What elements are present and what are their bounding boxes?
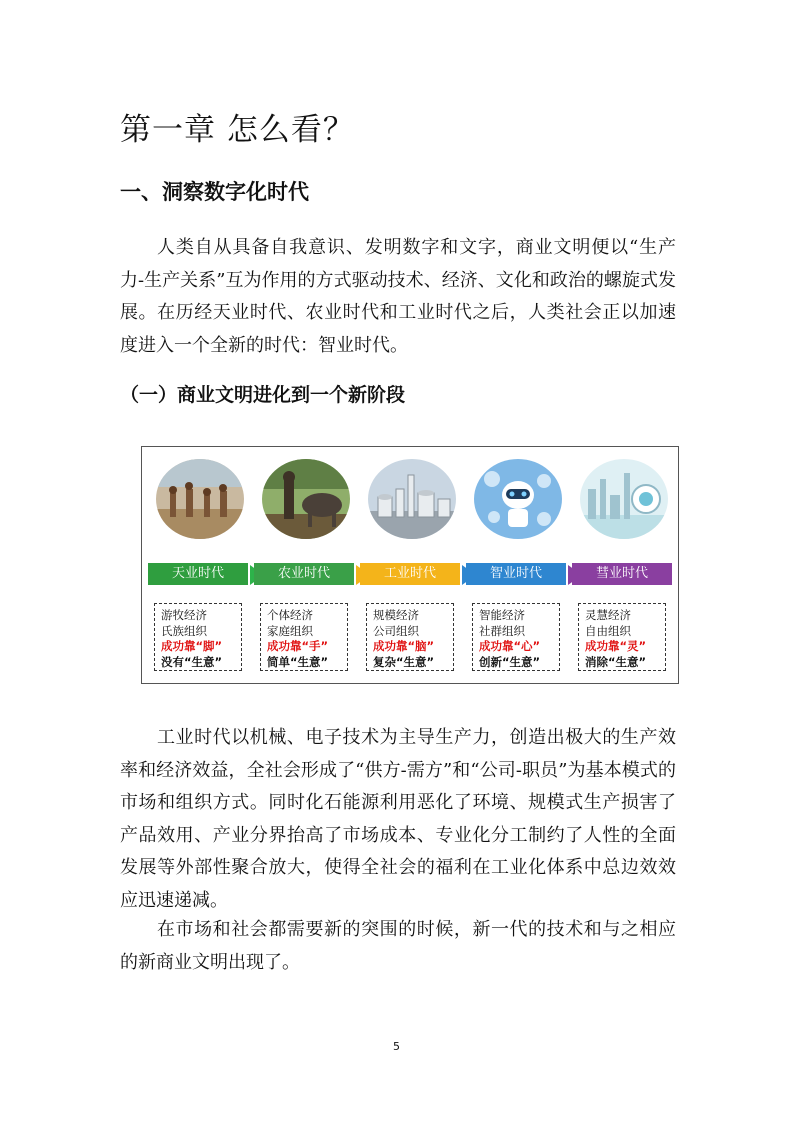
success-factor: 成功靠“脚”: [161, 639, 223, 653]
era-column-zhiye: [466, 447, 566, 685]
success-factor: 成功靠“脑”: [373, 639, 435, 653]
era-description-box: [366, 603, 454, 671]
economy-type: 智能经济: [479, 608, 525, 622]
era-column-huiye: [572, 447, 672, 685]
organization-type: 自由组织: [585, 623, 631, 638]
era-column-gongye: [360, 447, 460, 685]
farming-ox-image: [262, 459, 350, 539]
section-heading: 一、洞察数字化时代: [120, 180, 309, 204]
era-description-box: [154, 603, 242, 671]
organization-type: 氏族组织: [161, 623, 207, 638]
era-description-box: [472, 603, 560, 671]
economy-type: 个体经济: [267, 608, 313, 622]
organization-type: 社群组织: [479, 623, 525, 638]
economy-type: 游牧经济: [161, 608, 207, 622]
success-factor: 成功靠“灵”: [585, 639, 647, 653]
eras-figure: [141, 446, 679, 684]
era-label: 智业时代: [466, 563, 566, 585]
era-label: 彗业时代: [572, 563, 672, 585]
chapter-title: 第一章 怎么看？: [120, 112, 355, 148]
page-number: 5: [393, 1040, 400, 1053]
era-column-nongye: [254, 447, 354, 685]
business-mode: 消除“生意”: [585, 654, 647, 669]
economy-type: 灵慧经济: [585, 608, 631, 622]
new-civilization-paragraph: 在市场和社会都需要新的突围的时候，新一代的技术和与之相应的新商业文明出现了。: [120, 919, 676, 973]
success-factor: 成功靠“心”: [479, 639, 541, 653]
business-mode: 创新“生意”: [479, 654, 541, 669]
business-mode: 没有“生意”: [161, 654, 223, 669]
era-label: 天业时代: [148, 563, 248, 585]
economy-type: 规模经济: [373, 608, 419, 622]
era-description-box: [260, 603, 348, 671]
era-label: 工业时代: [360, 563, 460, 585]
organization-type: 家庭组织: [267, 623, 313, 638]
success-factor: 成功靠“手”: [267, 639, 329, 653]
era-column-tianye: [148, 447, 248, 685]
business-mode: 简单“生意”: [267, 654, 329, 669]
industrial-era-paragraph: 工业时代以机械、电子技术为主导生产力，创造出极大的生产效率和经济效益，全社会形成了“供方-需方”和“公司-职员”为基本模式的市场和组织方式。同时化石能源利用恶化了环境、规模式生产损害了产品效用、产业分界抬高了市场成本、专业化分工制约了人性的全面发展等外部性聚合放大，使得全社会的福利在工业化体系中总边效效应迅速递减。: [120, 727, 676, 911]
era-description-box: [578, 603, 666, 671]
subsection-heading: （一）商业文明进化到一个新阶段: [120, 384, 406, 406]
era-label: 农业时代: [254, 563, 354, 585]
robot-tech-image: [474, 459, 562, 539]
organization-type: 公司组织: [373, 623, 419, 638]
intro-paragraph: 人类自从具备自我意识、发明数字和文字，商业文明便以“生产力-生产关系”互为作用的方式驱动技术、经济、文化和政治的螺旋式发展。在历经天业时代、农业时代和工业时代之后，人类社会正以加速度进入一个全新的时代：智业时代。: [120, 237, 676, 356]
factory-image: [368, 459, 456, 539]
future-city-image: [580, 459, 668, 539]
business-mode: 复杂“生意”: [373, 654, 435, 669]
primitive-people-image: [156, 459, 244, 539]
